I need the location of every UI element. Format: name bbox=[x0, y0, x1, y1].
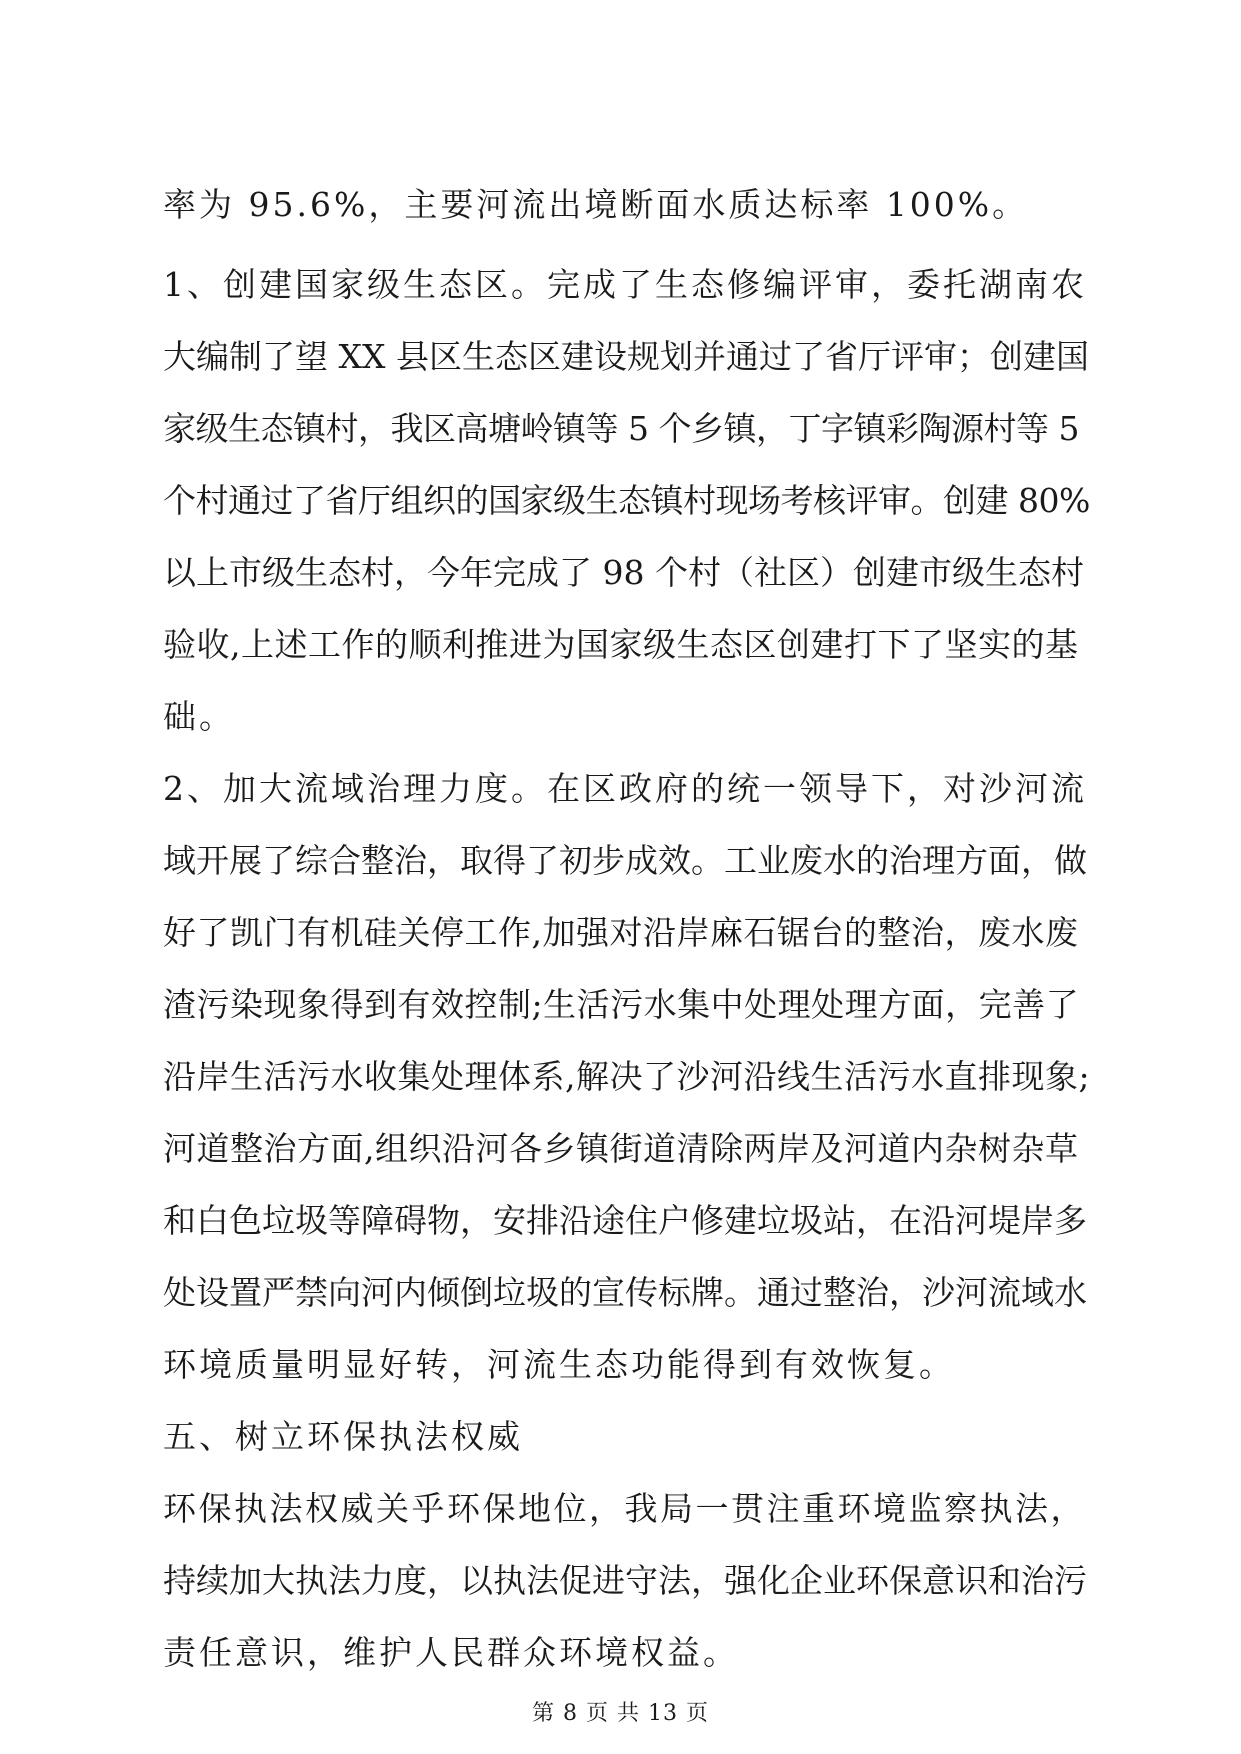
body-text-line: 好了凯门有机硅关停工作,加强对沿岸麻石锯台的整治，废水废 bbox=[163, 913, 1079, 952]
body-text-line: 持续加大执法力度，以执法促进守法，强化企业环保意识和治污 bbox=[163, 1561, 1087, 1600]
body-text-line: 率为 95.6%，主要河流出境断面水质达标率 100%。 bbox=[163, 185, 1029, 224]
body-text-line: 础。 bbox=[163, 697, 235, 736]
body-text-line: 验收,上述工作的顺利推进为国家级生态区创建打下了坚实的基 bbox=[163, 625, 1079, 664]
body-text-line: 环保执法权威关乎环保地位，我局一贯注重环境监察执法， bbox=[163, 1489, 1086, 1528]
body-text-line: 沿岸生活污水收集处理体系,解决了沙河沿线生活污水直排现象; bbox=[163, 1057, 1091, 1096]
body-text-line: 大编制了望 XX 县区生态区建设规划并通过了省厅评审；创建国 bbox=[163, 337, 1089, 376]
section-heading: 五、树立环保执法权威 bbox=[163, 1417, 523, 1456]
body-text-line: 河道整治方面,组织沿河各乡镇街道清除两岸及河道内杂树杂草 bbox=[163, 1129, 1079, 1168]
body-text-line: 以上市级生态村，今年完成了 98 个村（社区）创建市级生态村 bbox=[163, 553, 1084, 592]
body-text-line: 2、加大流域治理力度。在区政府的统一领导下，对沙河流 bbox=[163, 769, 1087, 808]
body-text-line: 1、创建国家级生态区。完成了生态修编评审，委托湖南农 bbox=[163, 265, 1087, 304]
page-number-footer: 第 8 页 共 13 页 bbox=[532, 1701, 709, 1726]
body-text-line: 个村通过了省厅组织的国家级生态镇村现场考核评审。创建 80% bbox=[163, 481, 1090, 520]
body-text-line: 域开展了综合整治，取得了初步成效。工业废水的治理方面，做 bbox=[163, 841, 1087, 880]
body-text-line: 和白色垃圾等障碍物，安排沿途住户修建垃圾站，在沿河堤岸多 bbox=[163, 1201, 1087, 1240]
body-text-line: 渣污染现象得到有效控制;生活污水集中处理处理方面，完善了 bbox=[163, 985, 1080, 1024]
body-text-line: 环境质量明显好转，河流生态功能得到有效恢复。 bbox=[163, 1345, 955, 1384]
body-text-line: 处设置严禁向河内倾倒垃圾的宣传标牌。通过整治，沙河流域水 bbox=[163, 1273, 1087, 1312]
body-text-line: 家级生态镇村，我区高塘岭镇等 5 个乡镇，丁字镇彩陶源村等 5 bbox=[163, 409, 1079, 448]
body-text-line: 责任意识，维护人民群众环境权益。 bbox=[163, 1633, 739, 1672]
